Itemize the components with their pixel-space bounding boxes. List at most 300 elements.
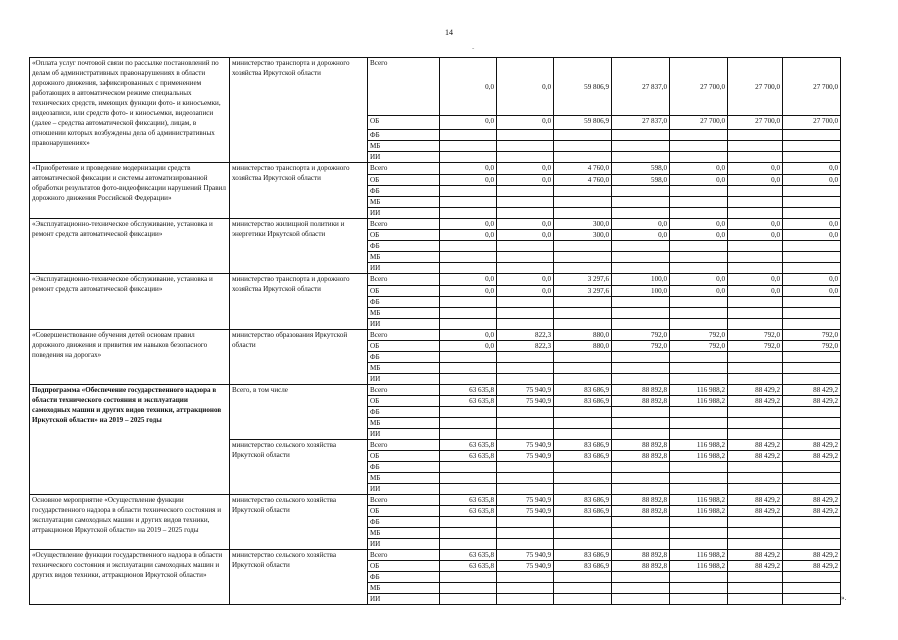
amount-cell [497, 418, 554, 429]
amount-cell [440, 572, 497, 583]
amount-cell [440, 297, 497, 308]
amount-cell: 88 892,8 [612, 550, 670, 561]
amount-cell [612, 186, 670, 197]
amount-cell [612, 484, 670, 495]
amount-cell: 116 988,2 [670, 506, 728, 517]
amount-cell: 0,0 [728, 286, 783, 297]
funding-source-label: ФБ [368, 407, 440, 418]
amount-cell: 792,0 [670, 330, 728, 341]
amount-cell [670, 429, 728, 440]
amount-cell [554, 517, 612, 528]
amount-cell [783, 583, 841, 594]
amount-cell: 0,0 [440, 341, 497, 352]
activity-description: Основное мероприятие «Осуществление функции государственного надзора в области технического состояния и эксплуатации самоходных машин и других видов техники, аттракционов Иркутской области» на 2019 – 2025 годы [30, 495, 230, 550]
amount-cell: 88 429,2 [728, 385, 783, 396]
funding-source-label: Всего [368, 550, 440, 561]
amount-cell: 88 892,8 [612, 561, 670, 572]
amount-cell [554, 572, 612, 583]
amount-cell [728, 319, 783, 330]
amount-cell [440, 352, 497, 363]
amount-cell [783, 572, 841, 583]
amount-cell: 0,0 [728, 219, 783, 230]
amount-cell [728, 197, 783, 208]
amount-cell [440, 462, 497, 473]
funding-source-label: ОБ [368, 506, 440, 517]
amount-cell [670, 572, 728, 583]
page-number: 14 [445, 28, 453, 37]
amount-cell [670, 363, 728, 374]
funding-source-label: Всего [368, 440, 440, 451]
amount-cell [440, 407, 497, 418]
amount-cell [497, 186, 554, 197]
amount-cell: 116 988,2 [670, 396, 728, 407]
funding-source-label: ФБ [368, 241, 440, 252]
amount-cell: 0,0 [440, 116, 497, 130]
amount-cell [728, 363, 783, 374]
amount-cell: 27 700,0 [783, 116, 841, 130]
funding-source-label: МБ [368, 141, 440, 152]
amount-cell [783, 429, 841, 440]
amount-cell: 88 429,2 [728, 550, 783, 561]
amount-cell: 0,0 [497, 274, 554, 286]
amount-cell [497, 297, 554, 308]
amount-cell: 300,0 [554, 230, 612, 241]
amount-cell [670, 517, 728, 528]
amount-cell: 116 988,2 [670, 495, 728, 506]
amount-cell [440, 528, 497, 539]
funding-source-label: ОБ [368, 116, 440, 130]
amount-cell: 0,0 [497, 175, 554, 186]
amount-cell [554, 462, 612, 473]
amount-cell: 63 635,8 [440, 495, 497, 506]
funding-source-label: ОБ [368, 341, 440, 352]
amount-cell: 88 429,2 [783, 561, 841, 572]
amount-cell [612, 252, 670, 263]
funding-source-label: ИИ [368, 539, 440, 550]
amount-cell [612, 352, 670, 363]
amount-cell: 0,0 [670, 163, 728, 175]
amount-cell: 0,0 [497, 116, 554, 130]
amount-cell: 27 700,0 [783, 58, 841, 116]
amount-cell [497, 374, 554, 385]
amount-cell: 75 940,9 [497, 440, 554, 451]
amount-cell [440, 363, 497, 374]
amount-cell [670, 252, 728, 263]
amount-cell: 88 429,2 [783, 495, 841, 506]
amount-cell: 0,0 [497, 219, 554, 230]
activity-description: «Эксплуатационно-техническое обслуживание, установка и ремонт средств автоматической фиксации» [30, 274, 230, 330]
amount-cell: 100,0 [612, 274, 670, 286]
amount-cell: 0,0 [670, 219, 728, 230]
amount-cell: 63 635,8 [440, 396, 497, 407]
amount-cell [670, 297, 728, 308]
amount-cell [440, 594, 497, 605]
amount-cell: 0,0 [783, 163, 841, 175]
amount-cell [670, 263, 728, 274]
amount-cell [612, 374, 670, 385]
amount-cell: 0,0 [728, 163, 783, 175]
amount-cell: 792,0 [728, 330, 783, 341]
amount-cell [612, 297, 670, 308]
funding-source-label: ОБ [368, 286, 440, 297]
amount-cell [783, 374, 841, 385]
amount-cell [670, 208, 728, 219]
funding-source-label: ФБ [368, 462, 440, 473]
amount-cell: 83 686,9 [554, 561, 612, 572]
amount-cell [497, 528, 554, 539]
funding-source-label: МБ [368, 197, 440, 208]
amount-cell: 75 940,9 [497, 396, 554, 407]
amount-cell [670, 197, 728, 208]
amount-cell [670, 319, 728, 330]
funding-source-label: ИИ [368, 319, 440, 330]
amount-cell [612, 583, 670, 594]
amount-cell [612, 539, 670, 550]
amount-cell: 0,0 [440, 274, 497, 286]
activity-description: Подпрограмма «Обеспечение государственного надзора в области технического состояния и эксплуатации самоходных машин и других видов техники, аттракционов Иркутской области» на 2019 – 2025 годы [30, 385, 230, 495]
amount-cell: 0,0 [783, 219, 841, 230]
amount-cell: 0,0 [497, 286, 554, 297]
amount-cell [728, 462, 783, 473]
amount-cell [497, 429, 554, 440]
amount-cell [783, 308, 841, 319]
funding-source-label: Всего [368, 163, 440, 175]
responsible-executor: министерство сельского хозяйства Иркутской области [230, 550, 368, 605]
amount-cell [728, 517, 783, 528]
amount-cell [497, 594, 554, 605]
amount-cell [440, 141, 497, 152]
amount-cell [554, 583, 612, 594]
amount-cell: 0,0 [728, 230, 783, 241]
amount-cell [554, 374, 612, 385]
amount-cell [612, 407, 670, 418]
table-row [30, 58, 841, 116]
amount-cell [554, 528, 612, 539]
amount-cell: 88 892,8 [612, 451, 670, 462]
funding-source-label: ИИ [368, 429, 440, 440]
amount-cell [554, 186, 612, 197]
amount-cell [783, 208, 841, 219]
amount-cell: 88 429,2 [728, 561, 783, 572]
amount-cell [728, 152, 783, 163]
amount-cell [783, 594, 841, 605]
table-row [30, 330, 841, 341]
amount-cell [554, 208, 612, 219]
amount-cell [670, 374, 728, 385]
amount-cell [728, 374, 783, 385]
responsible-executor: министерство образования Иркутской области [230, 330, 368, 385]
amount-cell: 0,0 [783, 286, 841, 297]
amount-cell [783, 418, 841, 429]
amount-cell: 116 988,2 [670, 561, 728, 572]
amount-cell: 83 686,9 [554, 440, 612, 451]
amount-cell [497, 352, 554, 363]
amount-cell: 0,0 [670, 175, 728, 186]
amount-cell [728, 407, 783, 418]
funding-source-label: ФБ [368, 130, 440, 141]
amount-cell [783, 407, 841, 418]
amount-cell [554, 352, 612, 363]
table-row [30, 495, 841, 506]
amount-cell [440, 241, 497, 252]
amount-cell [440, 539, 497, 550]
amount-cell [440, 186, 497, 197]
amount-cell: 822,3 [497, 330, 554, 341]
amount-cell: 27 700,0 [728, 58, 783, 116]
amount-cell [440, 263, 497, 274]
amount-cell [497, 141, 554, 152]
amount-cell [497, 130, 554, 141]
amount-cell: 3 297,6 [554, 286, 612, 297]
amount-cell: 0,0 [497, 58, 554, 116]
amount-cell [612, 263, 670, 274]
amount-cell [440, 208, 497, 219]
amount-cell [440, 484, 497, 495]
amount-cell: 27 837,0 [612, 58, 670, 116]
amount-cell: 63 635,8 [440, 506, 497, 517]
amount-cell: 88 892,8 [612, 385, 670, 396]
amount-cell [554, 473, 612, 484]
responsible-executor: министерство транспорта и дорожного хозяйства Иркутской области [230, 163, 368, 219]
amount-cell: 792,0 [728, 341, 783, 352]
amount-cell [728, 186, 783, 197]
amount-cell [612, 208, 670, 219]
amount-cell [728, 208, 783, 219]
amount-cell [497, 407, 554, 418]
funding-source-label: Всего [368, 58, 440, 116]
amount-cell [612, 473, 670, 484]
amount-cell [497, 152, 554, 163]
amount-cell: 0,0 [440, 219, 497, 230]
amount-cell: 100,0 [612, 286, 670, 297]
funding-source-label: ИИ [368, 152, 440, 163]
amount-cell: 792,0 [612, 330, 670, 341]
amount-cell: 0,0 [440, 58, 497, 116]
amount-cell [670, 130, 728, 141]
amount-cell [670, 418, 728, 429]
page-dash-mark: - [472, 44, 475, 52]
amount-cell: 83 686,9 [554, 506, 612, 517]
funding-source-label: МБ [368, 418, 440, 429]
amount-cell: 0,0 [497, 230, 554, 241]
amount-cell [728, 473, 783, 484]
amount-cell [440, 429, 497, 440]
amount-cell [728, 528, 783, 539]
amount-cell: 88 429,2 [728, 506, 783, 517]
activity-description: «Осуществление функции государственного надзора в области технического состояния и эксплуатации самоходных машин и других видов техники, аттракционов Иркутской области» [30, 550, 230, 605]
amount-cell [554, 539, 612, 550]
amount-cell: 0,0 [783, 230, 841, 241]
amount-cell [497, 208, 554, 219]
amount-cell: 88 429,2 [783, 550, 841, 561]
funding-source-label: Всего [368, 385, 440, 396]
amount-cell [440, 252, 497, 263]
amount-cell [728, 297, 783, 308]
amount-cell: 88 892,8 [612, 396, 670, 407]
amount-cell [497, 308, 554, 319]
amount-cell [728, 583, 783, 594]
amount-cell: 75 940,9 [497, 506, 554, 517]
responsible-executor: министерство сельского хозяйства Иркутской области [230, 440, 368, 495]
amount-cell [728, 484, 783, 495]
funding-source-label: ИИ [368, 484, 440, 495]
amount-cell [670, 473, 728, 484]
amount-cell [554, 263, 612, 274]
amount-cell [497, 263, 554, 274]
amount-cell: 0,0 [783, 274, 841, 286]
funding-source-label: ОБ [368, 561, 440, 572]
amount-cell [670, 583, 728, 594]
amount-cell [554, 407, 612, 418]
amount-cell: 822,3 [497, 341, 554, 352]
funding-source-label: МБ [368, 528, 440, 539]
amount-cell: 0,0 [440, 163, 497, 175]
amount-cell [554, 130, 612, 141]
funding-source-label: ИИ [368, 374, 440, 385]
activity-description: «Эксплуатационно-техническое обслуживание, установка и ремонт средств автоматической фиксации» [30, 219, 230, 274]
amount-cell [497, 319, 554, 330]
amount-cell [554, 141, 612, 152]
amount-cell [670, 407, 728, 418]
amount-cell [554, 484, 612, 495]
table-row [30, 163, 841, 175]
amount-cell: 598,0 [612, 175, 670, 186]
amount-cell: 880,0 [554, 341, 612, 352]
funding-source-label: ОБ [368, 230, 440, 241]
amount-cell: 0,0 [440, 330, 497, 341]
amount-cell [728, 539, 783, 550]
responsible-executor: министерство жилищной политики и энергетики Иркутской области [230, 219, 368, 274]
amount-cell: 116 988,2 [670, 440, 728, 451]
amount-cell: 63 635,8 [440, 561, 497, 572]
amount-cell: 88 892,8 [612, 495, 670, 506]
amount-cell [612, 418, 670, 429]
amount-cell: 0,0 [612, 219, 670, 230]
amount-cell [783, 363, 841, 374]
amount-cell [612, 130, 670, 141]
amount-cell [612, 572, 670, 583]
amount-cell: 0,0 [670, 286, 728, 297]
amount-cell [728, 308, 783, 319]
amount-cell [728, 252, 783, 263]
funding-source-label: ОБ [368, 451, 440, 462]
amount-cell [440, 319, 497, 330]
amount-cell [554, 308, 612, 319]
amount-cell: 0,0 [440, 286, 497, 297]
amount-cell [728, 594, 783, 605]
amount-cell: 63 635,8 [440, 385, 497, 396]
amount-cell: 3 297,6 [554, 274, 612, 286]
amount-cell [440, 152, 497, 163]
amount-cell: 75 940,9 [497, 561, 554, 572]
amount-cell: 83 686,9 [554, 396, 612, 407]
amount-cell: 116 988,2 [670, 385, 728, 396]
amount-cell [497, 363, 554, 374]
amount-cell: 75 940,9 [497, 495, 554, 506]
amount-cell: 116 988,2 [670, 451, 728, 462]
amount-cell [497, 197, 554, 208]
amount-cell: 598,0 [612, 163, 670, 175]
amount-cell [554, 418, 612, 429]
amount-cell [612, 319, 670, 330]
funding-source-label: Всего [368, 219, 440, 230]
funding-source-label: Всего [368, 330, 440, 341]
amount-cell [440, 197, 497, 208]
amount-cell [554, 197, 612, 208]
amount-cell [440, 374, 497, 385]
amount-cell [440, 418, 497, 429]
funding-source-label: ФБ [368, 572, 440, 583]
amount-cell [497, 241, 554, 252]
amount-cell [440, 517, 497, 528]
amount-cell [554, 241, 612, 252]
amount-cell: 4 760,0 [554, 175, 612, 186]
amount-cell: 792,0 [612, 341, 670, 352]
amount-cell [783, 130, 841, 141]
amount-cell [783, 462, 841, 473]
amount-cell [612, 241, 670, 252]
amount-cell: 88 429,2 [783, 396, 841, 407]
responsible-executor: министерство транспорта и дорожного хозяйства Иркутской области [230, 274, 368, 330]
amount-cell: 0,0 [497, 163, 554, 175]
activity-description: «Совершенствование обучения детей основам правил дорожного движения и привития им навыков безопасного поведения на дорогах» [30, 330, 230, 385]
amount-cell [783, 241, 841, 252]
table-row [30, 219, 841, 230]
amount-cell [440, 308, 497, 319]
amount-cell [670, 539, 728, 550]
funding-source-label: Всего [368, 274, 440, 286]
amount-cell: 792,0 [783, 330, 841, 341]
amount-cell [670, 308, 728, 319]
amount-cell [554, 319, 612, 330]
funding-source-label: МБ [368, 583, 440, 594]
amount-cell [670, 152, 728, 163]
amount-cell [783, 319, 841, 330]
amount-cell: 0,0 [728, 274, 783, 286]
amount-cell: 83 686,9 [554, 550, 612, 561]
funding-source-label: Всего [368, 495, 440, 506]
responsible-executor: министерство транспорта и дорожного хозяйства Иркутской области [230, 58, 368, 163]
amount-cell [728, 130, 783, 141]
amount-cell: 116 988,2 [670, 550, 728, 561]
amount-cell [728, 141, 783, 152]
amount-cell: 880,0 [554, 330, 612, 341]
table-row [30, 385, 841, 396]
amount-cell [497, 539, 554, 550]
funding-source-label: МБ [368, 308, 440, 319]
amount-cell: 27 700,0 [728, 116, 783, 130]
amount-cell [728, 572, 783, 583]
amount-cell: 27 700,0 [670, 116, 728, 130]
amount-cell [554, 152, 612, 163]
amount-cell: 75 940,9 [497, 385, 554, 396]
amount-cell [497, 473, 554, 484]
responsible-executor: министерство сельского хозяйства Иркутской области [230, 495, 368, 550]
amount-cell [554, 252, 612, 263]
amount-cell [783, 484, 841, 495]
amount-cell [670, 141, 728, 152]
amount-cell [783, 263, 841, 274]
amount-cell [670, 528, 728, 539]
amount-cell: 88 429,2 [783, 440, 841, 451]
amount-cell [670, 462, 728, 473]
amount-cell [728, 263, 783, 274]
amount-cell: 88 429,2 [728, 495, 783, 506]
amount-cell [612, 152, 670, 163]
amount-cell: 88 892,8 [612, 440, 670, 451]
amount-cell [612, 429, 670, 440]
amount-cell [728, 352, 783, 363]
